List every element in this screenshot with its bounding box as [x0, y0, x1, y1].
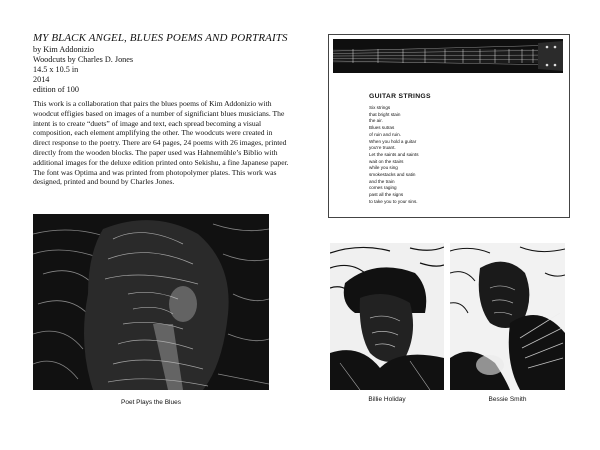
- poem-line: the air.: [369, 118, 383, 124]
- poem-lines: [369, 105, 559, 206]
- poem-line: Let the saints and saints: [369, 151, 419, 157]
- poet-caption: Poet Plays the Blues: [121, 399, 181, 406]
- dimensions: 14.5 x 10.5 in: [33, 65, 79, 74]
- billie-holiday-woodcut: [330, 243, 444, 390]
- bessie-smith-caption: Bessie Smith: [488, 396, 527, 403]
- poem-line: while you sing: [369, 165, 398, 171]
- poem-line: and the train: [369, 178, 395, 184]
- poem-line: you're truant.: [369, 145, 396, 151]
- billie-holiday-caption: Billie Holiday: [368, 396, 406, 403]
- bessie-smith-art: [450, 243, 565, 390]
- poem-line: of ruin and ruin.: [369, 131, 401, 137]
- author-line: by Kim Addonizio: [33, 45, 94, 54]
- poem-line: past all the signs: [369, 192, 404, 198]
- book-description: This work is a collaboration that pairs the blues poems of Kim Addonizio with woodcut effigies based on images of a number of significiant blues musicians. The intent is to create “duets” of image and text, each spread becoming a visual composition, each element amplifying the other. The woodcuts were created in direct response to the poetry. There are 64 pages, 24 poems with 26 images, printed directly from the wooden blocks. The paper used was Hahnemühle’s Biblio with additional images for the deluxe edition printed onto Sekishu, a fine Japanese paper. The font was Optima and was printed from photopolymer plates. This work was designed, printed and bound by Charles Jones.: [33, 99, 289, 187]
- poet-woodcut-art: [33, 214, 269, 390]
- poem-line: comes raging: [369, 185, 397, 191]
- poem-line: wait on the stairs: [369, 158, 404, 164]
- poem-line: smokestacks and satin: [369, 172, 416, 178]
- billie-holiday-art: [330, 243, 444, 390]
- artist-line: Woodcuts by Charles D. Jones: [33, 55, 134, 64]
- book-title: MY BLACK ANGEL, BLUES POEMS AND PORTRAITS: [33, 32, 288, 44]
- poem-line: that bright stain: [369, 111, 401, 117]
- poem-line: to take you to your sins.: [369, 198, 418, 204]
- bessie-smith-woodcut: [450, 243, 565, 390]
- edition: edition of 100: [33, 85, 79, 94]
- guitar-strings-panel: [328, 34, 570, 218]
- poem-line: When you hold a guitar: [369, 138, 417, 144]
- guitar-neck-art: [333, 39, 563, 73]
- poem-line: Six strings: [369, 105, 391, 110]
- poem-title: GUITAR STRINGS: [369, 93, 431, 100]
- poem-line: Blues sutras: [369, 125, 395, 131]
- guitar-neck-woodcut: [333, 39, 563, 73]
- poet-woodcut-image: [33, 214, 269, 390]
- year: 2014: [33, 75, 50, 84]
